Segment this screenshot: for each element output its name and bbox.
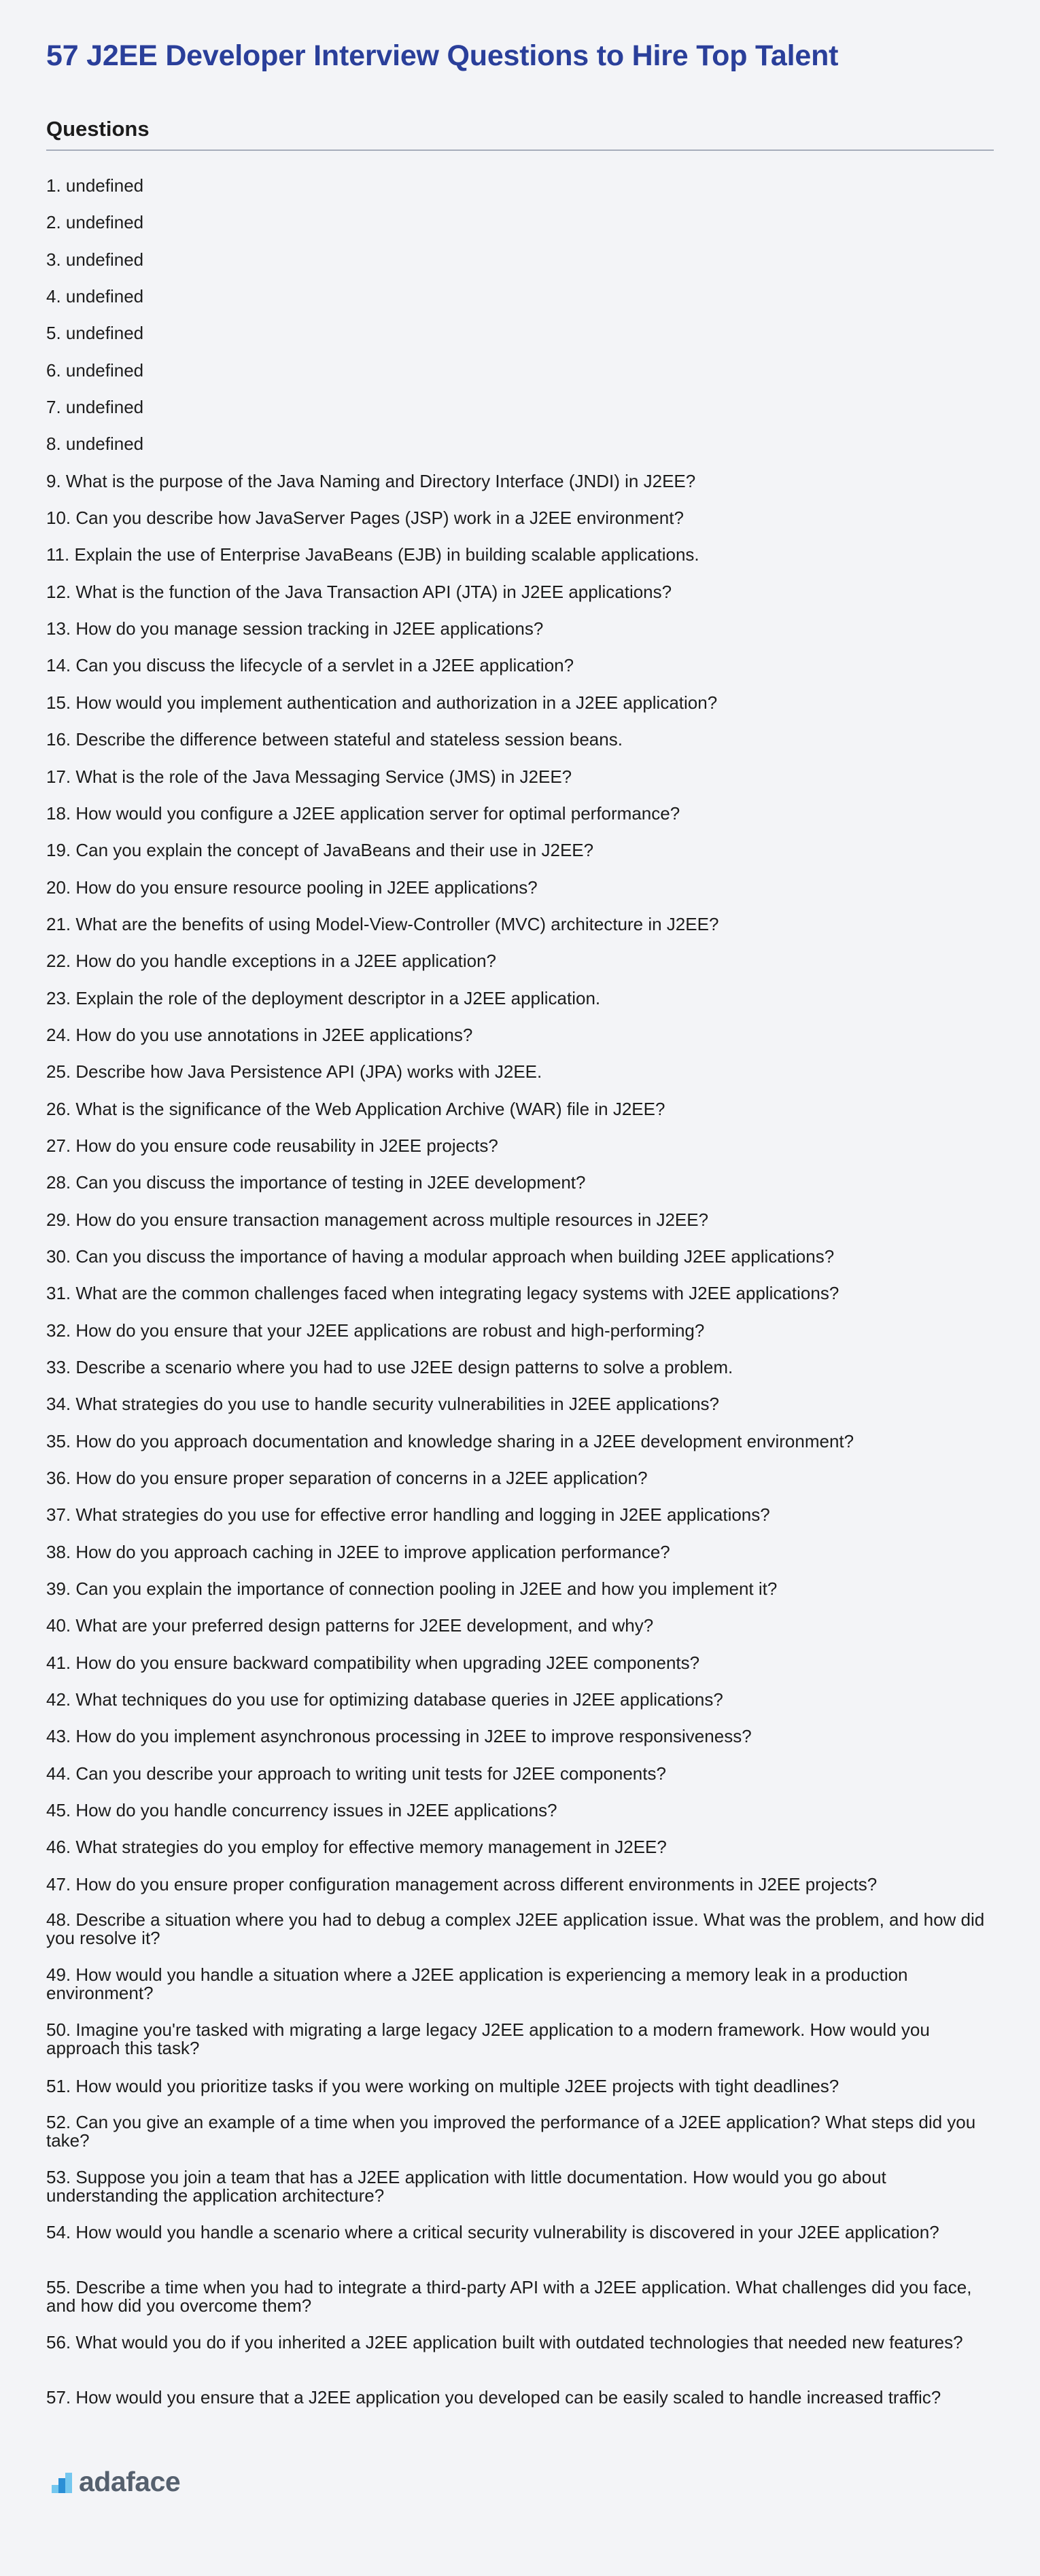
question-item: 10. Can you describe how JavaServer Pages (JSP) work in a J2EE environment? bbox=[46, 508, 684, 529]
question-item: 16. Describe the difference between stateful and stateless session beans. bbox=[46, 729, 623, 750]
question-item: 52. Can you give an example of a time when you improved the performance of a J2EE application? What steps did you take? bbox=[46, 2111, 976, 2151]
question-item: 26. What is the significance of the Web Application Archive (WAR) file in J2EE? bbox=[46, 1098, 665, 1119]
question-item: 30. Can you discuss the importance of having a modular approach when building J2EE applications? bbox=[46, 1246, 835, 1267]
question-item: 45. How do you handle concurrency issues in J2EE applications? bbox=[46, 1800, 557, 1821]
question-item: 53. Suppose you join a team that has a J2EE application with little documentation. How would you go about understanding the application architecture? bbox=[46, 2166, 886, 2206]
question-item: 29. How do you ensure transaction management across multiple resources in J2EE? bbox=[46, 1209, 709, 1230]
question-item: 20. How do you ensure resource pooling in J2EE applications? bbox=[46, 877, 538, 898]
question-item: 12. What is the function of the Java Transaction API (JTA) in J2EE applications? bbox=[46, 581, 672, 602]
question-item: 3. undefined bbox=[46, 249, 144, 270]
question-item: 27. How do you ensure code reusability in J2EE projects? bbox=[46, 1135, 498, 1156]
question-item: 32. How do you ensure that your J2EE applications are robust and high-performing? bbox=[46, 1320, 705, 1341]
question-list bbox=[46, 175, 994, 2443]
question-item: 43. How do you implement asynchronous processing in J2EE to improve responsiveness? bbox=[46, 1726, 752, 1747]
question-item: 36. How do you ensure proper separation of concerns in a J2EE application? bbox=[46, 1468, 648, 1489]
question-item: 47. How do you ensure proper configuration management across different environments in J2EE projects? bbox=[46, 1873, 878, 1894]
question-item: 19. Can you explain the concept of JavaBeans and their use in J2EE? bbox=[46, 840, 594, 861]
logo-text: adaface bbox=[79, 2466, 181, 2497]
question-item: 46. What strategies do you employ for effective memory management in J2EE? bbox=[46, 1837, 667, 1858]
divider bbox=[46, 149, 994, 151]
question-item: 15. How would you implement authentication and authorization in a J2EE application? bbox=[46, 692, 718, 713]
question-item: 44. Can you describe your approach to writing unit tests for J2EE components? bbox=[46, 1763, 666, 1784]
page-title: 57 J2EE Developer Interview Questions to Hire Top Talent bbox=[46, 39, 839, 72]
question-item: 24. How do you use annotations in J2EE applications? bbox=[46, 1024, 473, 1045]
question-item: 51. How would you prioritize tasks if you were working on multiple J2EE projects with tight deadlines? bbox=[46, 2076, 839, 2097]
question-item: 31. What are the common challenges faced when integrating legacy systems with J2EE applications? bbox=[46, 1283, 839, 1304]
question-item: 50. Imagine you're tasked with migrating a large legacy J2EE application to a modern framework. How would you approach this task? bbox=[46, 2019, 930, 2059]
question-item: 13. How do you manage session tracking in J2EE applications? bbox=[46, 618, 544, 639]
question-item: 17. What is the role of the Java Messaging Service (JMS) in J2EE? bbox=[46, 766, 572, 787]
question-item: 57. How would you ensure that a J2EE application you developed can be easily scaled to handle increased traffic? bbox=[46, 2386, 941, 2407]
question-item: 9. What is the purpose of the Java Naming and Directory Interface (JNDI) in J2EE? bbox=[46, 470, 696, 491]
section-heading: Questions bbox=[46, 117, 150, 141]
question-item: 49. How would you handle a situation where a J2EE application is experiencing a memory leak in a production environment? bbox=[46, 1964, 908, 2004]
question-item: 39. Can you explain the importance of connection pooling in J2EE and how you implement it? bbox=[46, 1578, 778, 1600]
question-item: 35. How do you approach documentation and knowledge sharing in a J2EE development environment? bbox=[46, 1430, 854, 1451]
question-item: 6. undefined bbox=[46, 359, 144, 381]
question-item: 37. What strategies do you use for effective error handling and logging in J2EE applications? bbox=[46, 1504, 770, 1525]
question-item: 48. Describe a situation where you had to debug a complex J2EE application issue. What was the problem, and how did you resolve it? bbox=[46, 1909, 985, 1949]
question-item: 40. What are your preferred design patterns for J2EE development, and why? bbox=[46, 1615, 654, 1636]
question-item: 33. Describe a scenario where you had to use J2EE design patterns to solve a problem. bbox=[46, 1357, 733, 1377]
adaface-logo-icon bbox=[52, 2471, 73, 2493]
question-item: 18. How would you configure a J2EE application server for optimal performance? bbox=[46, 802, 680, 824]
question-item: 56. What would you do if you inherited a J2EE application built with outdated technologies that needed new features? bbox=[46, 2331, 963, 2352]
question-item: 14. Can you discuss the lifecycle of a servlet in a J2EE application? bbox=[46, 655, 574, 676]
adaface-logo[interactable] bbox=[52, 2468, 180, 2496]
question-item: 23. Explain the role of the deployment descriptor in a J2EE application. bbox=[46, 987, 601, 1008]
question-item: 11. Explain the use of Enterprise JavaBeans (EJB) in building scalable applications. bbox=[46, 544, 699, 565]
question-item: 1. undefined bbox=[46, 175, 144, 196]
question-item: 55. Describe a time when you had to integrate a third-party API with a J2EE application. What challenges did you face, and how did you overcome them? bbox=[46, 2276, 972, 2316]
question-item: 8. undefined bbox=[46, 434, 144, 455]
question-item: 2. undefined bbox=[46, 212, 144, 233]
question-item: 38. How do you approach caching in J2EE to improve application performance? bbox=[46, 1541, 670, 1562]
question-item: 41. How do you ensure backward compatibility when upgrading J2EE components? bbox=[46, 1652, 700, 1673]
question-item: 5. undefined bbox=[46, 323, 144, 344]
question-item: 42. What techniques do you use for optimizing database queries in J2EE applications? bbox=[46, 1689, 723, 1710]
question-item: 4. undefined bbox=[46, 286, 144, 307]
question-item: 25. Describe how Java Persistence API (JPA) works with J2EE. bbox=[46, 1061, 542, 1082]
question-item: 54. How would you handle a scenario where a critical security vulnerability is discovered in your J2EE application? bbox=[46, 2221, 939, 2242]
question-item: 34. What strategies do you use to handle security vulnerabilities in J2EE applications? bbox=[46, 1394, 720, 1415]
question-item: 28. Can you discuss the importance of testing in J2EE development? bbox=[46, 1172, 586, 1193]
question-item: 21. What are the benefits of using Model-View-Controller (MVC) architecture in J2EE? bbox=[46, 913, 719, 934]
question-item: 22. How do you handle exceptions in a J2EE application? bbox=[46, 951, 496, 972]
question-item: 7. undefined bbox=[46, 397, 144, 418]
